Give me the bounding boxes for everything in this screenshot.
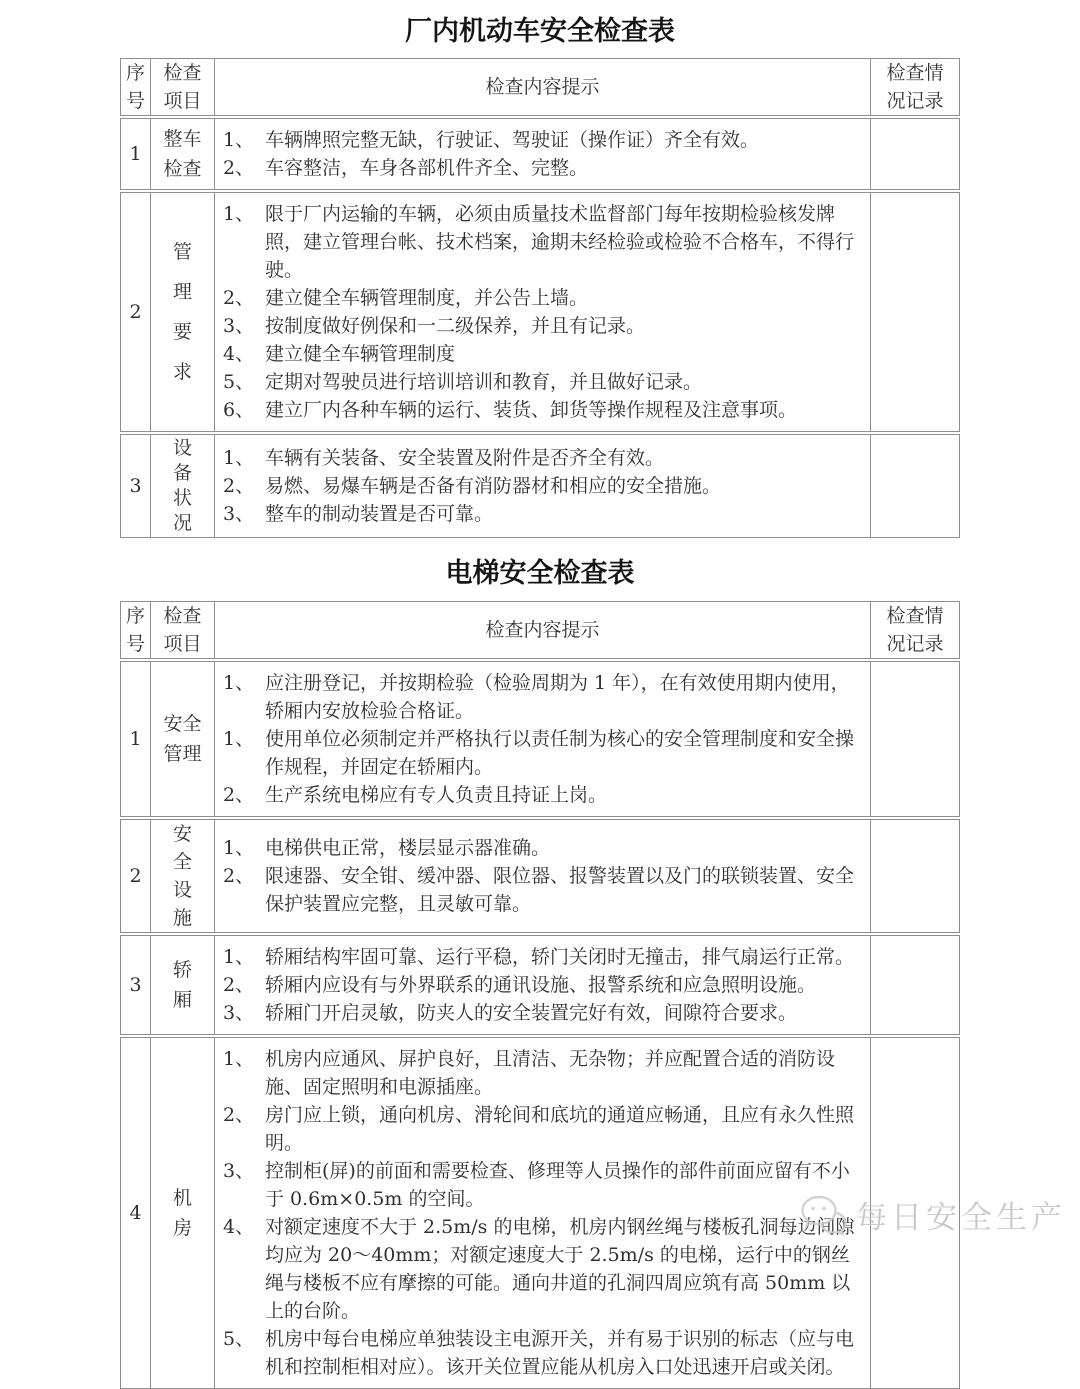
header-content-cell — [215, 59, 871, 115]
item-number: 1、 — [223, 203, 255, 225]
item-number: 1、 — [223, 129, 255, 151]
item-number: 1、 — [223, 672, 255, 694]
category-line: 安全 — [163, 713, 202, 735]
seq-cell — [121, 435, 151, 537]
item-text: 建立厂内各种车辆的运行、装货、卸货等操作规程及注意事项。 — [265, 399, 798, 421]
item-number: 1、 — [223, 1048, 255, 1070]
category-cell — [151, 1038, 215, 1388]
header-category-cell — [151, 59, 215, 115]
checklist-item — [219, 725, 866, 781]
row-number: 3 — [129, 974, 142, 996]
item-text: 易燃、易爆车辆是否备有消防器材和相应的安全措施。 — [265, 475, 722, 497]
table-row — [120, 935, 960, 1035]
item-number: 1、 — [223, 728, 255, 750]
header-record-line1: 检查情 — [886, 605, 944, 627]
item-number: 2、 — [223, 865, 255, 887]
checklist-item — [219, 834, 866, 862]
checklist-item — [219, 396, 866, 424]
category-line: 要 — [172, 321, 192, 343]
seq-cell — [121, 662, 151, 816]
item-text: 轿厢门开启灵敏，防夹人的安全装置完好有效，间隙符合要求。 — [265, 1002, 798, 1024]
item-number: 2、 — [223, 1104, 255, 1126]
item-number: 3、 — [223, 503, 255, 525]
header-category-line2: 项目 — [163, 90, 202, 112]
checklist-item — [219, 999, 866, 1027]
item-text: 限速器、安全钳、缓冲器、限位器、报警装置以及门的联锁装置、安全保护装置应完整，且灵敏可靠。 — [265, 865, 855, 915]
category-line: 施 — [172, 907, 192, 929]
category-line: 全 — [172, 851, 192, 873]
header-category-line2: 项目 — [163, 633, 202, 655]
item-number: 1、 — [223, 946, 255, 968]
table1-header-row — [120, 58, 960, 116]
category-cell — [151, 820, 215, 932]
header-record-cell — [871, 59, 959, 115]
item-number: 3、 — [223, 315, 255, 337]
item-number: 2、 — [223, 157, 255, 179]
item-text: 车辆有关装备、安全装置及附件是否齐全有效。 — [265, 447, 665, 469]
checklist-item — [219, 444, 866, 472]
item-number: 6、 — [223, 399, 255, 421]
category-line: 理 — [172, 281, 192, 303]
checklist-item — [219, 669, 866, 725]
row-number: 1 — [129, 728, 142, 750]
header-seq-line2: 号 — [125, 633, 145, 655]
item-number: 5、 — [223, 1328, 255, 1350]
table-row — [120, 819, 960, 933]
content-cell — [215, 820, 871, 932]
checklist-item — [219, 971, 866, 999]
checklist-item — [219, 340, 866, 368]
item-text: 定期对驾驶员进行培训培训和教育，并且做好记录。 — [265, 371, 703, 393]
checklist-item — [219, 943, 866, 971]
content-cell — [215, 193, 871, 431]
item-number: 2、 — [223, 974, 255, 996]
row-number: 2 — [129, 301, 142, 323]
category-line: 管理 — [163, 743, 202, 765]
item-text: 控制柜(屏)的前面和需要检查、修理等人员操作的部件前面应留有不小于 0.6m×0.5m 的空间。 — [265, 1160, 850, 1210]
header-category-line1: 检查 — [163, 605, 202, 627]
category-line: 轿 — [172, 959, 192, 981]
seq-cell — [121, 936, 151, 1034]
item-text: 应注册登记，并按期检验（检验周期为 1 年），在有效使用期内使用，轿厢内安放检验合格证。 — [265, 672, 850, 722]
item-number: 3、 — [223, 1160, 255, 1182]
category-cell — [151, 119, 215, 189]
item-number: 4、 — [223, 343, 255, 365]
seq-cell — [121, 1038, 151, 1388]
category-line: 机 — [172, 1187, 192, 1209]
item-text: 建立健全车辆管理制度 — [265, 343, 456, 365]
content-cell — [215, 1038, 871, 1388]
item-number: 2、 — [223, 475, 255, 497]
item-text: 限于厂内运输的车辆，必须由质量技术监督部门每年按期检验核发牌照，建立管理台帐、技术档案，逾期未经检验或检验不合格车，不得行驶。 — [265, 203, 855, 281]
checklist-item — [219, 1101, 866, 1157]
header-seq-cell — [121, 602, 151, 658]
item-number: 1、 — [223, 837, 255, 859]
header-record-line2: 况记录 — [886, 90, 944, 112]
header-seq-line1: 序 — [125, 605, 145, 627]
header-seq-line2: 号 — [125, 90, 145, 112]
item-number: 1、 — [223, 447, 255, 469]
item-number: 2、 — [223, 287, 255, 309]
category-line: 设 — [172, 437, 192, 459]
record-cell — [871, 193, 959, 431]
header-category-cell — [151, 602, 215, 658]
seq-cell — [121, 119, 151, 189]
checklist-item — [219, 862, 866, 918]
checklist-item — [219, 368, 866, 396]
checklist-item — [219, 1213, 866, 1325]
record-cell — [871, 662, 959, 816]
category-cell — [151, 193, 215, 431]
category-line: 况 — [172, 512, 192, 534]
header-record-line1: 检查情 — [886, 62, 944, 84]
checklist-item — [219, 312, 866, 340]
header-record-cell — [871, 602, 959, 658]
seq-cell — [121, 820, 151, 932]
category-line: 状 — [172, 487, 192, 509]
item-text: 房门应上锁，通向机房、滑轮间和底坑的通道应畅通，且应有永久性照明。 — [265, 1104, 855, 1154]
vehicle-inspection-table — [120, 58, 960, 538]
header-content-label: 检查内容提示 — [485, 619, 600, 641]
checklist-item — [219, 154, 866, 182]
item-text: 轿厢结构牢固可靠、运行平稳，轿门关闭时无撞击，排气扇运行正常。 — [265, 946, 855, 968]
content-cell — [215, 435, 871, 537]
category-cell — [151, 662, 215, 816]
checklist-item — [219, 781, 866, 809]
checklist-item — [219, 284, 866, 312]
elevator-inspection-table — [120, 601, 960, 1389]
item-text: 电梯供电正常，楼层显示器准确。 — [265, 837, 551, 859]
header-seq-cell — [121, 59, 151, 115]
row-number: 4 — [129, 1202, 142, 1224]
category-cell — [151, 435, 215, 537]
record-cell — [871, 936, 959, 1034]
category-cell — [151, 936, 215, 1034]
category-line: 整车 — [163, 128, 202, 150]
table-row — [120, 1037, 960, 1389]
item-text: 生产系统电梯应有专人负责且持证上岗。 — [265, 784, 608, 806]
record-cell — [871, 1038, 959, 1388]
header-record-line2: 况记录 — [886, 633, 944, 655]
header-content-label: 检查内容提示 — [485, 76, 600, 98]
item-text: 轿厢内应设有与外界联系的通讯设施、报警系统和应急照明设施。 — [265, 974, 817, 996]
item-text: 车辆牌照完整无缺，行驶证、驾驶证（操作证）齐全有效。 — [265, 129, 760, 151]
content-cell — [215, 662, 871, 816]
item-text: 机房内应通风、屏护良好，且清洁、无杂物；并应配置合适的消防设施、固定照明和电源插座。 — [265, 1048, 836, 1098]
watermark-text: 每日安全生产 — [856, 1200, 1066, 1236]
category-line: 安 — [172, 823, 192, 845]
checklist-item — [219, 500, 866, 528]
row-number: 3 — [129, 475, 142, 497]
category-line: 备 — [172, 462, 192, 484]
record-cell — [871, 820, 959, 932]
item-text: 建立健全车辆管理制度，并公告上墙。 — [265, 287, 589, 309]
item-text: 按制度做好例保和一二级保养，并且有记录。 — [265, 315, 646, 337]
category-line: 管 — [172, 241, 192, 263]
category-line: 设 — [172, 879, 192, 901]
item-text: 使用单位必须制定并严格执行以责任制为核心的安全管理制度和安全操作规程，并固定在轿厢内。 — [265, 728, 855, 778]
header-category-line1: 检查 — [163, 62, 202, 84]
header-seq-line1: 序 — [125, 62, 145, 84]
record-cell — [871, 435, 959, 537]
table-row — [120, 661, 960, 817]
table-row — [120, 192, 960, 432]
checklist-item — [219, 472, 866, 500]
item-number: 3、 — [223, 1002, 255, 1024]
item-number: 5、 — [223, 371, 255, 393]
table-row — [120, 118, 960, 190]
record-cell — [871, 119, 959, 189]
row-number: 1 — [129, 143, 142, 165]
content-cell — [215, 119, 871, 189]
item-text: 整车的制动装置是否可靠。 — [265, 503, 494, 525]
table2-header-row — [120, 601, 960, 659]
category-line: 求 — [172, 361, 192, 383]
row-number: 2 — [129, 865, 142, 887]
header-content-cell — [215, 602, 871, 658]
checklist-item — [219, 1045, 866, 1101]
item-number: 2、 — [223, 784, 255, 806]
checklist-item — [219, 1157, 866, 1213]
table-row — [120, 434, 960, 538]
category-line: 厢 — [172, 989, 192, 1011]
item-number: 4、 — [223, 1216, 255, 1238]
category-line: 检查 — [163, 158, 202, 180]
table1-title: 厂内机动车安全检查表 — [405, 16, 675, 47]
checklist-item — [219, 200, 866, 284]
content-cell — [215, 936, 871, 1034]
seq-cell — [121, 193, 151, 431]
item-text: 机房中每台电梯应单独装设主电源开关，并有易于识别的标志（应与电机和控制柜相对应）。该开关位置应能从机房入口处迅速开启或关闭。 — [265, 1328, 855, 1378]
checklist-item — [219, 1325, 866, 1381]
item-text: 车容整洁，车身各部机件齐全、完整。 — [265, 157, 589, 179]
category-line: 房 — [172, 1217, 192, 1239]
checklist-item — [219, 126, 866, 154]
table2-title: 电梯安全检查表 — [445, 558, 635, 589]
item-text: 对额定速度不大于 2.5m/s 的电梯，机房内钢丝绳与楼板孔洞每边间隙均应为 20～40mm；对额定速度大于 2.5m/s 的电梯，运行中的钢丝绳与楼板不应有摩擦的可能。通向井道的孔洞四周应筑有高 50mm 以上的台阶。 — [265, 1216, 855, 1322]
